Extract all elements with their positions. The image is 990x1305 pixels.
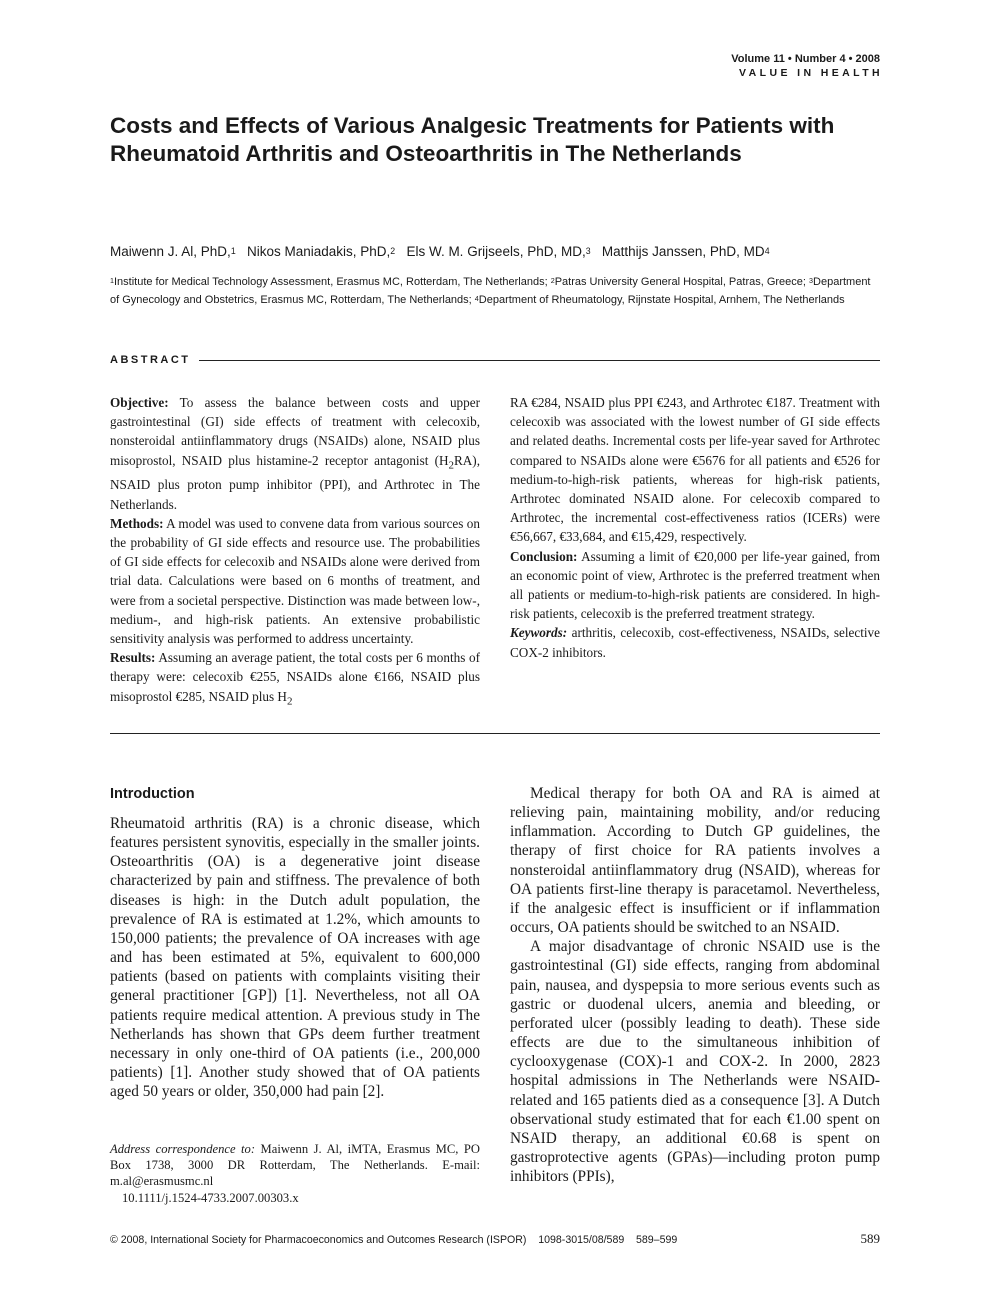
article-title: Costs and Effects of Various Analgesic Treatments for Patients with Rheumatoid Arthritis and Osteoarthritis in The Netherlands [110,113,835,166]
abstract-end-rule [110,733,880,734]
results-label: Results: [110,650,156,666]
correspondence-text: Maiwenn J. Al, iMTA, Erasmus MC, PO Box 1738, 3000 DR Rotterdam, The Netherlands. E-mail: m.al@erasmusmc.nl [110,1142,480,1189]
objective-text: To assess the balance between costs and upper gastrointestinal (GI) side effects of treatment with celecoxib, nonsteroidal antiinflammatory drugs (NSAIDs) alone, NSAID plus misoprostol, NSAID plus histamine-2 receptor antagonist (H [110,395,480,468]
intro-paragraph: A major disadvantage of chronic NSAID use is the gastrointestinal (GI) side effects, ranging from abdominal pain, nausea, and dyspepsia to more serious events such as gastric or duodenal ulcers, anemia and bleeding, or perforated ulcer (possibly leading to death). These side effects are due to the simultaneous inhibition of cyclooxygenase (COX)-1 and COX-2. In 2000, 2823 hospital admissions in The Netherlands were NSAID-related and 165 patients died as a consequence [3]. A Dutch observational study estimated that for each €1.00 spent on NSAID therapy, an additional €0.68 is spent on gastroprotective agents (GPAs)—including proton pump inhibitors (PPIs), [510,938,880,1186]
correspondence-label: Address correspondence to: [110,1142,256,1156]
results-text-cont: RA €284, NSAID plus PPI €243, and Arthrotec €187. Treatment with celecoxib was associated with the lowest number of GI side effects and related deaths. Incremental costs per life-year saved for Arthrotec compared to NSAIDs alone were €5676 for all patients and €526 for medium-to-high-risk patients, whereas for high-risk patients, Arthrotec dominated NSAID alone. For celecoxib compared to Arthrotec, the incremental cost-effectiveness ratios (ICERs) were €56,667, €33,684, and €15,429, respectively. [510,395,880,545]
volume-line: Volume 11 • Number 4 • 2008 [731,53,880,65]
keywords-label: Keywords: [510,625,568,641]
affil-sup: 4 [474,295,479,304]
conclusion-label: Conclusion: [510,548,578,564]
page-number: 589 [860,1231,880,1246]
author-list [110,243,890,261]
abstract-heading: ABSTRACT [110,354,191,366]
conclusion-text: Assuming a limit of €20,000 per life-year gained, from an economic point of view, Arthrotec is the preferred treatment when all patients or medium-to-high-risk patients are considered. In high-risk patients, celecoxib is the preferred treatment strategy. [510,548,880,622]
author-name: Els W. M. Grijseels, PhD, MD, [406,244,586,259]
affiliations [110,273,882,309]
affil-sup: 3 [809,277,814,285]
correspondence-note [110,1141,480,1206]
abstract-conclusion [510,547,880,624]
author-name: Nikos Maniadakis, PhD, [246,244,391,259]
copyright-line: © 2008, International Society for Pharmacoeconomics and Outcomes Research (ISPOR) 1098-3015/08/589 589–599 [110,1234,678,1246]
results-text: Assuming an average patient, the total costs per 6 months of therapy were: celecoxib €255, NSAIDs alone €166, NSAID plus misoprostol €285, NSAID plus H [110,650,480,704]
affiliation: Department of Gynecology and Obstetrics, Erasmus MC, Rotterdam, The Netherlands; [110,276,871,307]
intro-paragraph: Medical therapy for both OA and RA is aimed at relieving pain, maintaining mobility, and/or reducing inflammation. According to Dutch GP guidelines, the therapy of first choice for RA patients involves a nonsteroidal antiinflammatory drug (NSAID), whereas for OA patients first-line therapy is paracetamol. Nevertheless, if the analgesic effect is insufficient or if inflammation occurs, OA patients should be switched to an NSAID. [510,785,880,937]
body-right-column [510,784,880,1186]
page-footer [110,1231,880,1247]
body-left-column [110,814,480,1101]
author-sup: 3 [585,246,591,256]
affiliation: Patras University General Hospital, Patras, Greece; [554,276,810,288]
keywords-text: arthritis, celecoxib, cost-effectiveness, NSAIDs, selective COX-2 inhibitors. [510,625,880,660]
affil-sup: 2 [550,277,555,285]
abstract-rule [199,360,881,361]
abstract-left-column [110,393,480,712]
affiliation: Institute for Medical Technology Assessment, Erasmus MC, Rotterdam, The Netherlands; [113,276,551,288]
abstract-objective [110,393,480,514]
introduction-heading: Introduction [110,786,195,802]
author-name: Maiwenn J. Al, PhD, [110,244,231,259]
abstract-header [110,354,880,366]
journal-name: VALUE IN HEALTH [739,67,883,79]
author-sup: 4 [764,246,770,256]
affil-sup: 1 [110,277,114,285]
objective-subscript: 2 [448,459,454,472]
methods-text: A model was used to convene data from various sources on the probability of GI side effects and resource use. The probabilities of GI side effects for celecoxib and NSAIDs alone were derived from trial data. Calculations were based on 6 months of treatment, and were from a societal perspective. Distinction was made between low-, medium-, and high-risk patients. An extensive probabilistic sensitivity analysis was performed to address uncertainty. [110,515,480,647]
objective-text-cont: RA), NSAID plus proton pump inhibitor (PPI), and Arthrotec in The Netherlands. [110,452,480,512]
objective-label: Objective: [110,395,169,410]
doi[interactable]: 10.1111/j.1524-4733.2007.00303.x [122,1190,299,1205]
results-subscript: 2 [286,695,293,708]
author-sup: 1 [230,246,236,256]
intro-paragraph: Rheumatoid arthritis (RA) is a chronic disease, which features persistent synovitis, especially in the smaller joints. Osteoarthritis (OA) is a degenerative joint disease characterized by pain and stiffness. The prevalence of both diseases is high: in the Dutch adult population, the prevalence of RA is estimated at 1.2%, which amounts to 150,000 patients; the prevalence of OA increases with age and has been estimated at 5%, equivalent to 600,000 patients (based on patients with complaints visiting their general practitioner [GP]) [1]. Nevertheless, not all OA patients require medical attention. A previous study in The Netherlands has shown that GPs deem further treatment necessary in only one-third of OA patients (i.e., 200,000 patients) [1]. Another study showed that of OA patients aged 50 years or older, 350,000 had pain [2]. [110,815,480,1101]
abstract-keywords [510,623,880,661]
journal-header [731,52,883,80]
abstract-results-cont [510,393,880,547]
abstract-methods [110,514,480,648]
abstract-results [110,648,480,711]
author-name: Matthijs Janssen, PhD, MD [601,244,765,259]
methods-label: Methods: [110,515,164,531]
abstract-right-column [510,393,880,662]
affiliation: Department of Rheumatology, Rijnstate Hospital, Arnhem, The Netherlands [478,294,845,307]
author-sup: 2 [390,246,396,256]
